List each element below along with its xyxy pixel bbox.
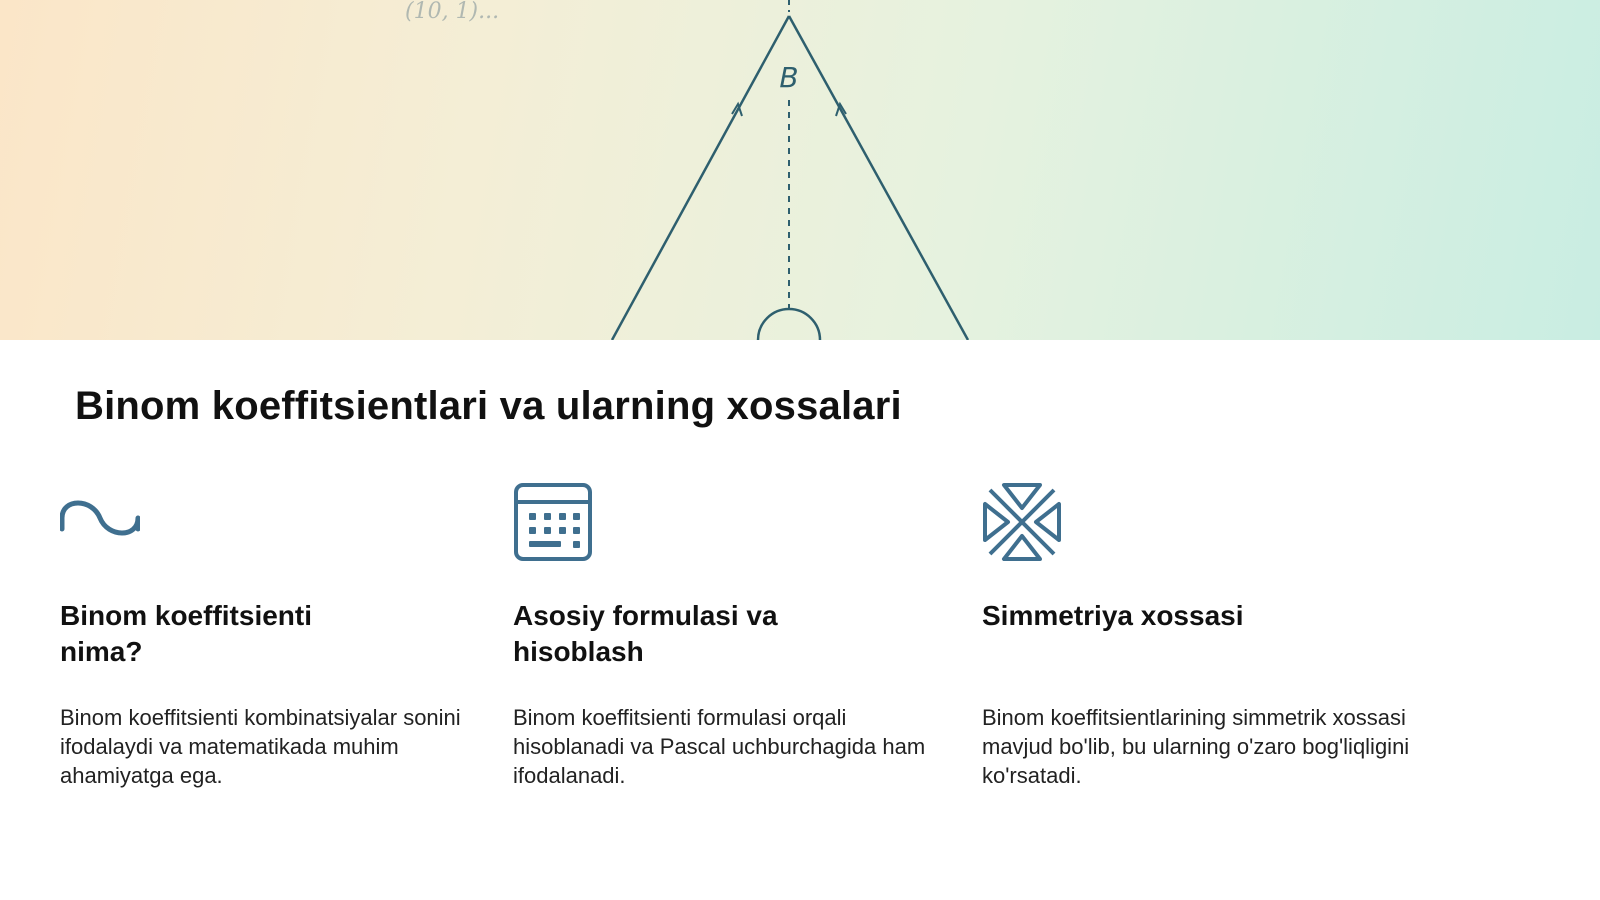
page-title: Binom koeffitsientlari va ularning xossalari (75, 384, 902, 428)
calendar-grid-icon (513, 482, 593, 562)
card-heading: Asosiy formulasi va hisoblash (513, 600, 778, 667)
triangle-left-side (612, 16, 789, 340)
scribble-text: (10, 1)... (405, 0, 500, 24)
card-text: Binom koeffitsientlarining simmetrik xossasi mavjud bo'lib, bu ularning o'zaro bog'liqligini ko'rsatadi. (982, 705, 1410, 788)
hero-illustration (0, 0, 1600, 340)
card-heading: Binom koeffitsienti nima? (60, 600, 313, 667)
card-text: Binom koeffitsienti kombinatsiyalar sonini ifodalaydi va matematikada muhim ahamiyatga ega. (60, 705, 461, 788)
wave-icon (60, 482, 140, 562)
base-arc (758, 309, 820, 340)
triangle-right-side (789, 16, 968, 340)
triangle-diagram (0, 0, 1600, 340)
card-formula (513, 482, 933, 788)
card-symmetry (982, 482, 1410, 788)
card-text: Binom koeffitsienti formulasi orqali hisoblanadi va Pascal uchburchagida ham ifodalanadi. (513, 705, 926, 788)
card-heading: Simmetriya xossasi (982, 600, 1244, 631)
card-binom-definition (60, 482, 480, 788)
symmetry-icon (982, 482, 1062, 562)
vertex-label: B (779, 61, 799, 94)
